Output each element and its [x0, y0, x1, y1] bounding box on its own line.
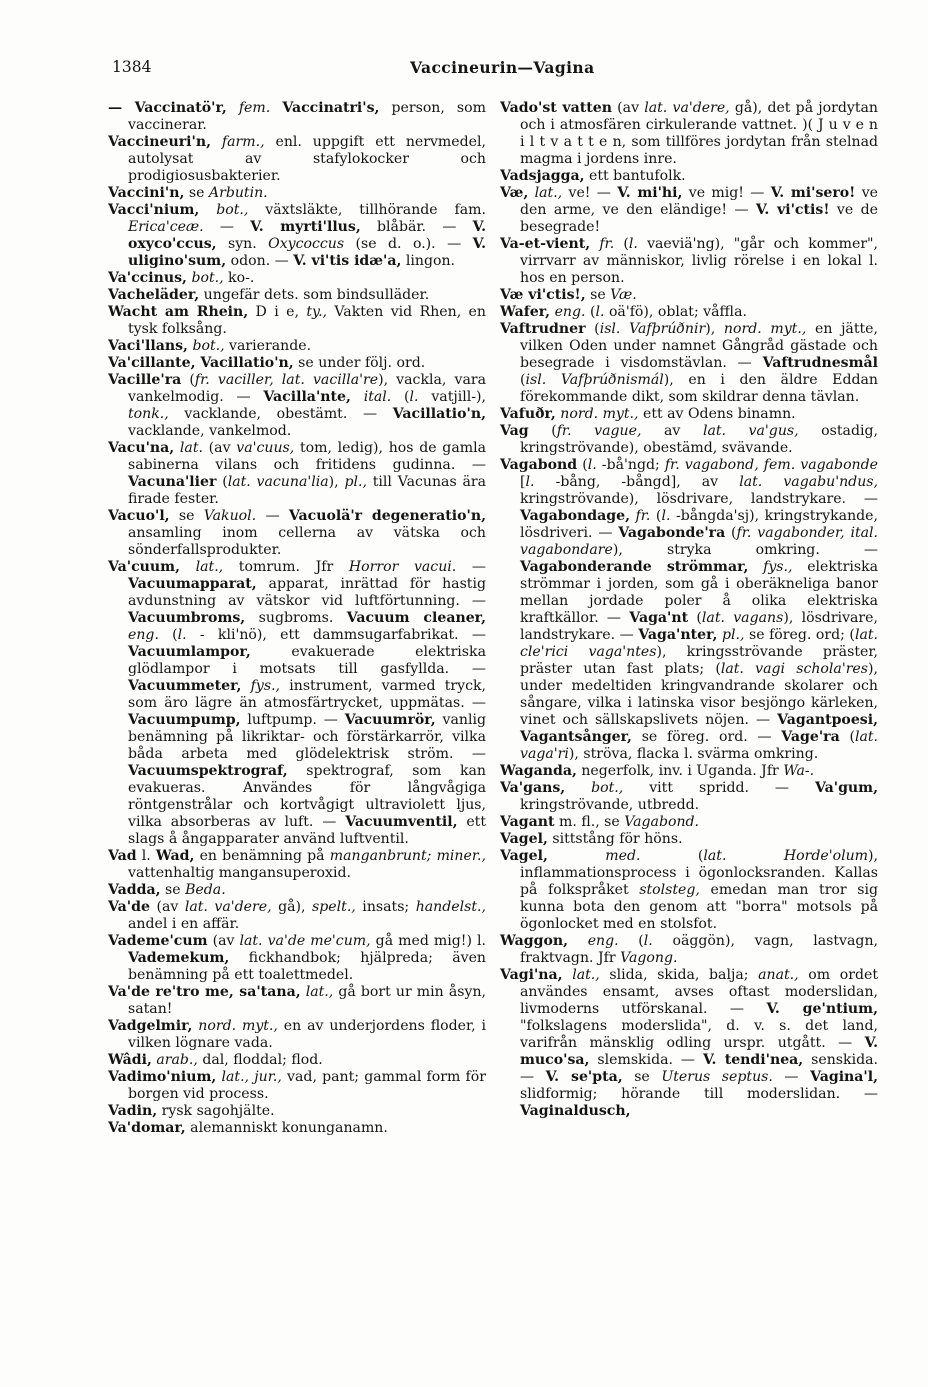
dictionary-entry: Vafuðr, nord. myt., ett av Odens binamn.	[500, 406, 796, 422]
dictionary-entry: Vadimo'nium, lat., jur., vad, pant; gammal form för borgen vid process.	[108, 1069, 486, 1102]
dictionary-entry: Vademe'cum (av lat. va'de me'cum, gå med mig!) l. Vademekum, fickhandbok; hjälpreda; även benämning på ett toalettmedel.	[108, 933, 486, 983]
page-number: 1384	[112, 58, 152, 76]
dictionary-entry: Va'domar, alemanniskt konunganamn.	[108, 1120, 388, 1136]
dictionary-entry: Va'cillante, Vacillatio'n, se under följ. ord.	[108, 355, 426, 371]
right-column	[500, 100, 878, 1120]
dictionary-entry: Vaccineuri'n, farm., enl. uppgift ett nervmedel, autolysat av stafylokocker och prodigiosusbakterier.	[108, 134, 486, 184]
dictionary-entry: Va'cuum, lat., tomrum. Jfr Horror vacui. — Vacuumapparat, apparat, inrättad för hastig avdunstning av vätskor vid luftförtunning. — Vacuumbroms, sugbroms. Vacuum cleaner, eng. (l. - kli'nö), ett dammsugarfabrikat. — Vacuumlampor, evakuerade elektriska glödlampor i motsats till gasfyllda. — Vacuummeter, fys., instrument, varmed tryck, som äro lägre än atmosfärtrycket, uppmätas. — Vacuumpump, luftpump. — Vacuumrör, vanlig benämning på likriktar- och förstärkarrör, vilka båda arbeta med glödelektrisk ström. — Vacuumspektrograf, spektrograf, som kan evakueras. Användes för långvågiga röntgenstrålar och kortvågigt ultraviolett ljus, vilka absorberas av luft. — Vacuumventil, ett slags å ångapparater använd luftventil.	[108, 559, 487, 847]
left-column	[108, 100, 486, 1137]
dictionary-entry: Wacht am Rhein, D i e, ty., Vakten vid Rhen, en tysk folksång.	[108, 304, 486, 337]
dictionary-entry: Vaccini'n, se Arbutin.	[108, 185, 268, 201]
dictionary-entry: Væ, lat., ve! — V. mi'hi, ve mig! — V. mi'sero! ve den arme, ve den eländige! — V. vi'ctis! ve de besegrade!	[500, 185, 879, 235]
dictionary-entry: — Vaccinatö'r, fem. Vaccinatri's, person, som vaccinerar.	[108, 100, 487, 133]
dictionary-entry: Vaftrudner (isl. Vafþrúðnir), nord. myt., en jätte, vilken Oden under namnet Gångråd gästade och besegrade i visdomstävlan. — Vaftrudnesmål (isl. Vafþrúðnismál), en i den äldre Eddan förekommande dikt, som skildrar denna tävlan.	[500, 321, 878, 405]
dictionary-entry: Vacu'na, lat. (av va'cuus, tom, ledig), hos de gamla sabinerna vilans och fritidens gudinna. — Vacuna'lier (lat. vacuna'lia), pl., till Vacunas ära firade fester.	[108, 440, 487, 507]
dictionary-entry: Vagel, sittstång för höns.	[500, 831, 683, 847]
dictionary-entry: Vad l. Wad, en benämning på manganbrunt; miner., vattenhaltig mangansuperoxid.	[108, 848, 487, 881]
dictionary-entry: Vadsjagga, ett bantufolk.	[500, 168, 686, 184]
dictionary-entry: Va-et-vient, fr. (l. vaeviä'ng), "går och kommer", virrvarr av människor, livlig rörelse i en lokal l. hos en person.	[500, 236, 879, 286]
dictionary-entry: Va'de (av lat. va'dere, gå), spelt., insats; handelst., andel i en affär.	[108, 899, 486, 932]
dictionary-entry: Va'ccinus, bot., ko-.	[108, 270, 255, 286]
dictionary-entry: Vacci'nium, bot., växtsläkte, tillhörande fam. Erica'ceæ. — V. myrti'llus, blåbär. — V. oxyco'ccus, syn. Oxycoccus (se d. o.). — V. uligino'sum, odon. — V. vi'tis idæ'a, lingon.	[108, 202, 487, 269]
dictionary-entry: Vacille'ra (fr. vaciller, lat. vacilla're), vackla, vara vankelmodig. — Vacilla'nte, ital. (l. vatjill-), tonk., vacklande, obestämt. — Vacillatio'n, vacklande, vankelmod.	[108, 372, 486, 439]
dictionary-entry: Vagi'na, lat., slida, skida, balja; anat., om ordet användes ensamt, avses oftast moderslidan, livmoderns utförskanal. — V. ge'ntium, "folkslagens moderslida", d. v. s. det land, varifrån mänsklig odling urspr. utgått. — V. muco'sa, slemskida. — V. tendi'nea, senskida. — V. se'pta, se Uterus septus. — Vagina'l, slidformig; hörande till moderslidan. — Vaginaldusch,	[500, 967, 878, 1119]
dictionary-entry: Vadda, se Beda.	[108, 882, 226, 898]
running-title: Vaccineurin—Vagina	[410, 58, 595, 77]
dictionary-entry: Wafer, eng. (l. oä'fö), oblat; våffla.	[500, 304, 747, 320]
dictionary-entry: Vacuo'l, se Vakuol. — Vacuolä'r degeneratio'n, ansamling inom cellerna av vätska och sönderfallsprodukter.	[108, 508, 486, 558]
dictionary-entry: Va'gans, bot., vitt spridd. — Va'gum, kringströvande, utbredd.	[500, 780, 878, 813]
dictionary-entry: Va'de re'tro me, sa'tana, lat., gå bort ur min åsyn, satan!	[108, 984, 487, 1017]
dictionary-entry: Waggon, eng. (l. oäggön), vagn, lastvagn, fraktvagn. Jfr Vagong.	[500, 933, 879, 966]
dictionary-entry: Vacheläder, ungefär dets. som bindsulläder.	[108, 287, 430, 303]
dictionary-entry: Vag (fr. vague, av lat. va'gus, ostadig, kringströvande), obestämd, svävande.	[500, 423, 878, 456]
dictionary-entry: Vaci'llans, bot., varierande.	[108, 338, 312, 354]
dictionary-entry: Væ vi'ctis!, se Væ.	[500, 287, 637, 303]
dictionary-entry: Vagant m. fl., se Vagabond.	[500, 814, 700, 830]
dictionary-entry: Vagel, med. (lat. Horde'olum), inflammationsprocess i ögonlocksranden. Kallas på folkspråket stolsteg, emedan man tror sig kunna bota den genom att "borra" motsols på ögonlocket med en stolsfot.	[500, 848, 879, 932]
dictionary-entry: Wâdi, arab., dal, floddal; flod.	[108, 1052, 323, 1068]
dictionary-entry: Vadin, rysk sagohjälte.	[108, 1103, 275, 1119]
dictionary-entry: Vagabond (l. -bå'ngd; fr. vagabond, fem. vagabonde [l. -bång, -bångd], av lat. vagabu'ndus, kringströvande), lösdrivare, landstrykare. — Vagabondage, fr. (l. -bångda'sj), kringstrykande, lösdriveri. — Vagabonde'ra (fr. vagabonder, ital. vagabondare), stryka omkring. — Vagabonderande strömmar, fys., elektriska strömmar i jorden, som gå i oberäkneliga banor mellan jordade poler å olika elektriska kraftkällor. — Vaga'nt (lat. vagans), lösdrivare, landstrykare. — Vaga'nter, pl., se föreg. ord; (lat. cle'rici vaga'ntes), kringsströvande präster, präster utan fast plats; (lat. vagi schola'res), under medeltiden kringvandrande skolarer och sångare, vilka i latinska visor besjöngo kärleken, vinet och sällskapslivets nöjen. — Vagantpoesi, Vagantsånger, se föreg. ord. — Vage'ra (lat. vaga'ri), ströva, flacka l. svärma omkring.	[500, 457, 879, 762]
dictionary-entry: Vado'st vatten (av lat. va'dere, gå), det på jordytan och i atmosfären cirkulerande vattnet. )( J u v e n i l t v a t t e n, som tillföres jordytan från stelnad magma i jordens inre.	[500, 100, 879, 167]
dictionary-entry: Waganda, negerfolk, inv. i Uganda. Jfr Wa-.	[500, 763, 815, 779]
dictionary-entry: Vadgelmir, nord. myt., en av underjordens floder, i vilken lögnare vada.	[108, 1018, 487, 1051]
